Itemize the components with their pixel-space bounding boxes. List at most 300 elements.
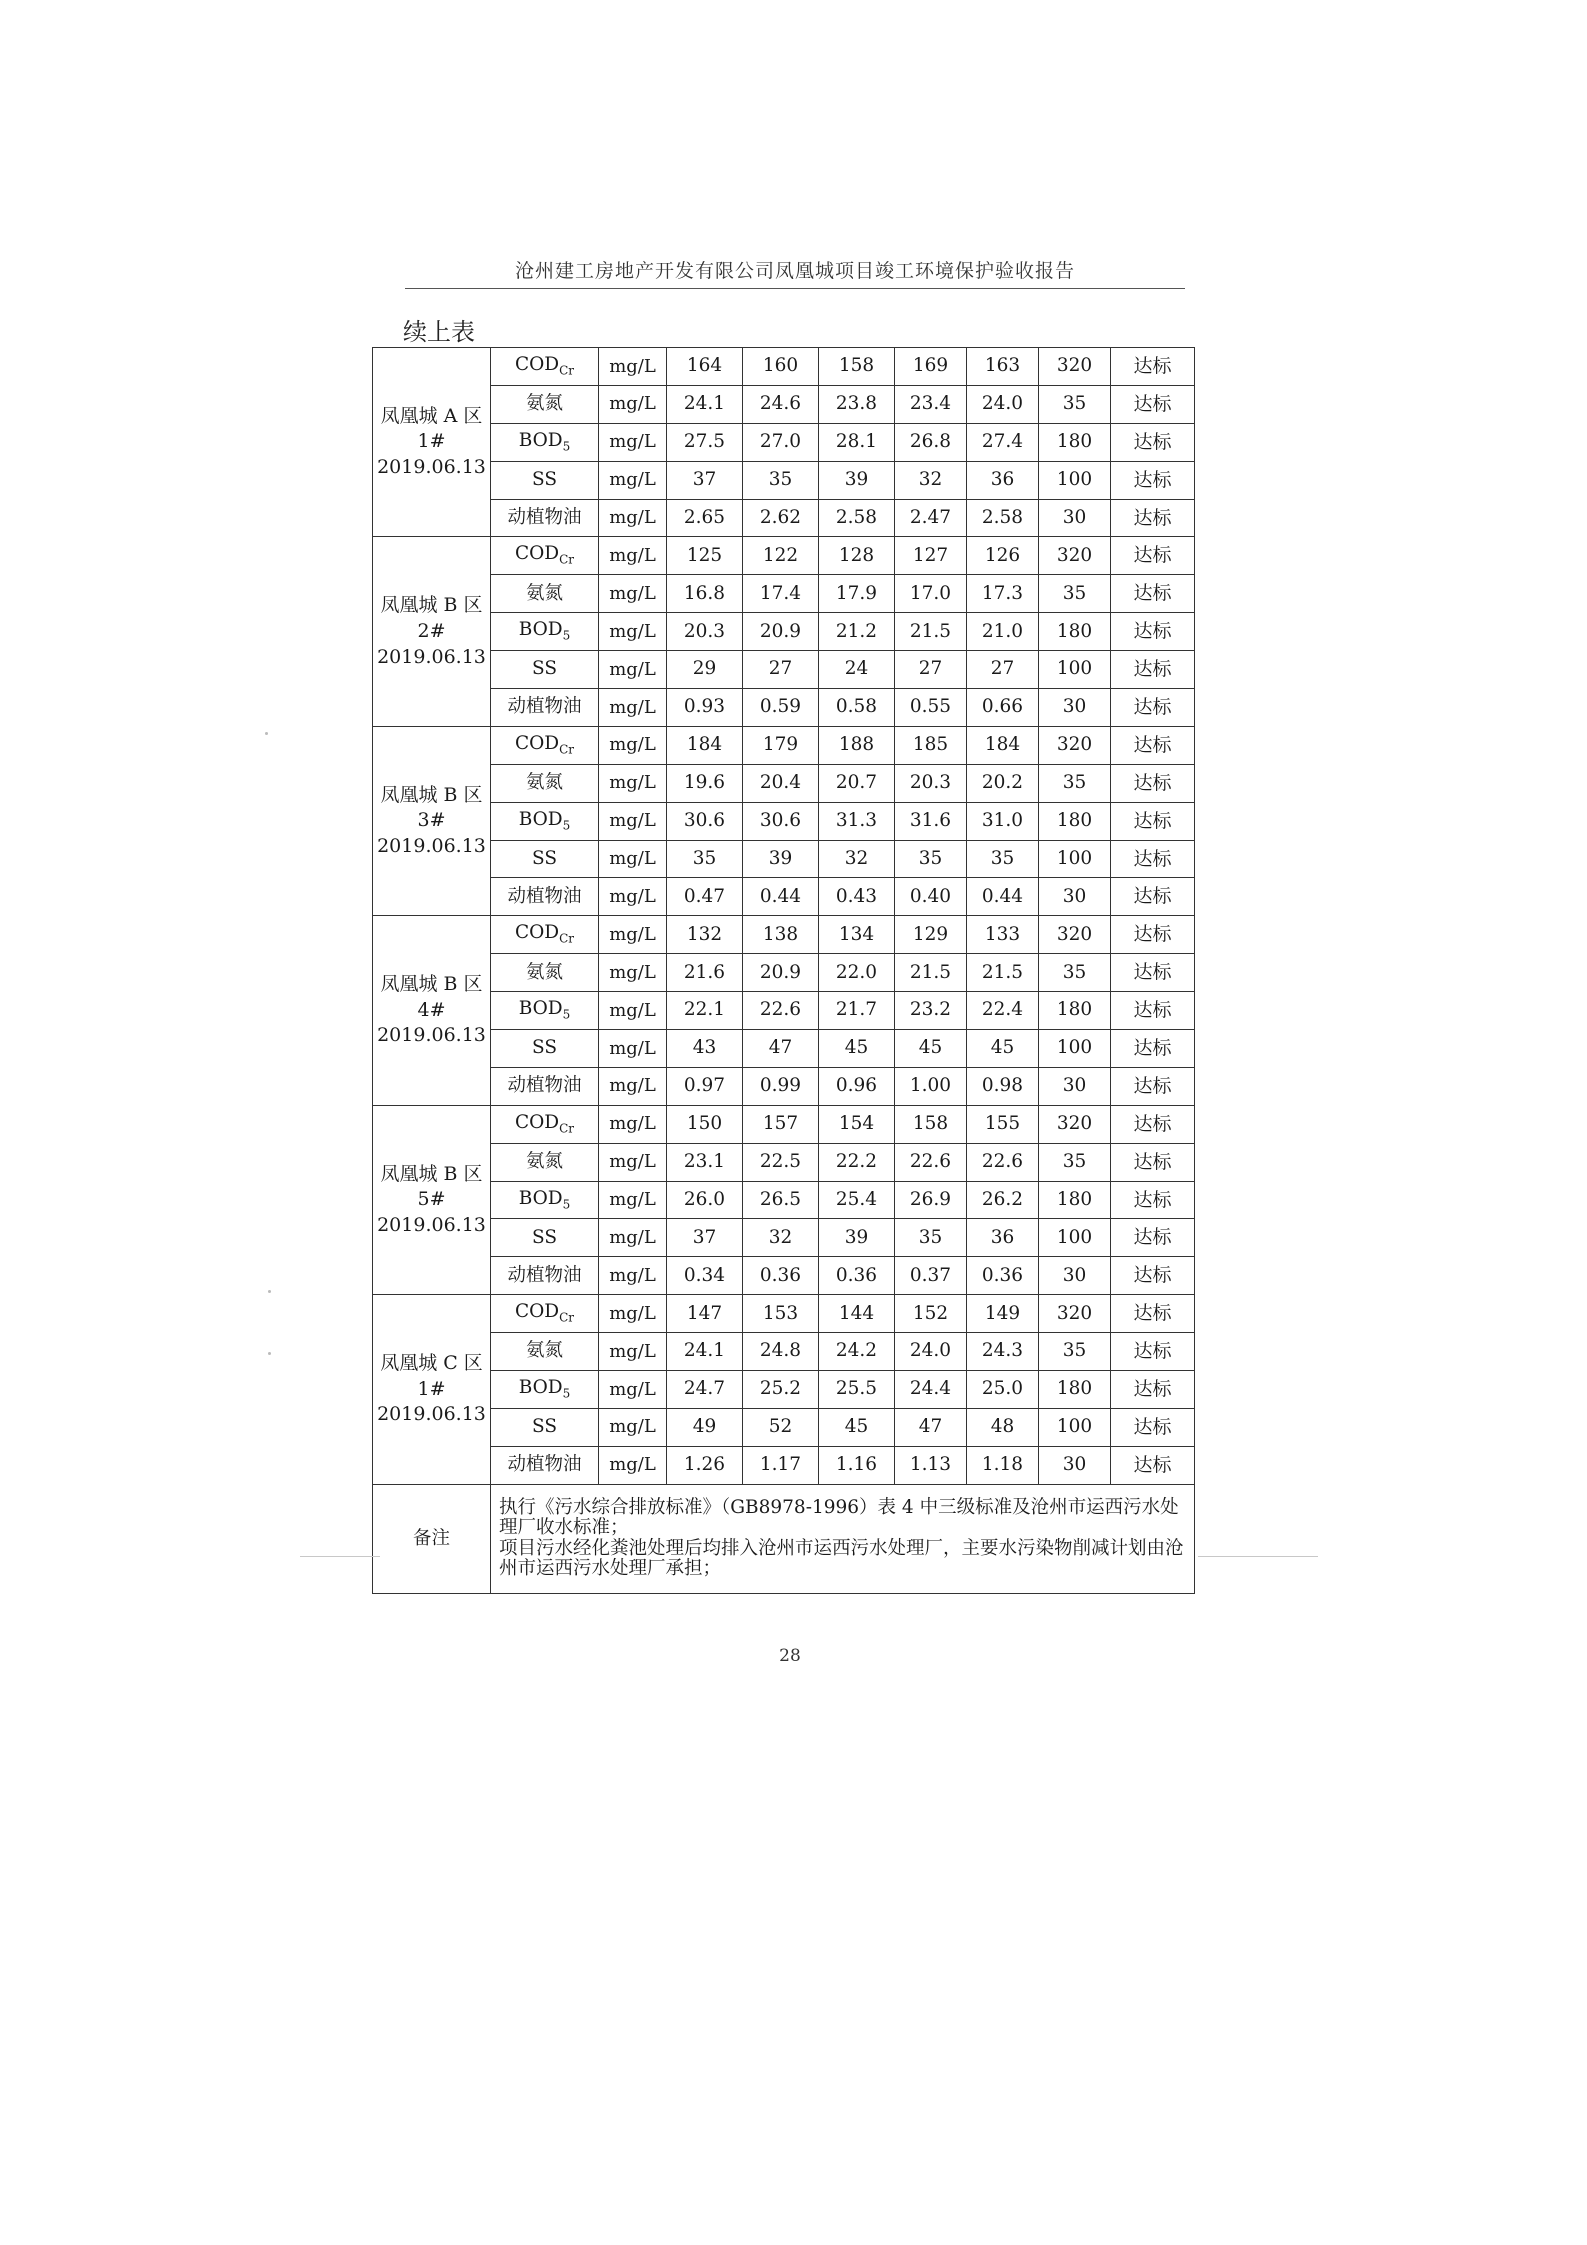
parameter-cell	[491, 1219, 599, 1257]
measurement-value-cell: 37	[667, 1219, 743, 1257]
measurement-value-cell: 2.62	[743, 499, 819, 537]
standard-limit-cell: 100	[1039, 1219, 1111, 1257]
parameter-cell	[491, 1067, 599, 1105]
measurement-value-cell: 35	[895, 840, 967, 878]
table-row	[373, 1408, 1195, 1446]
compliance-result-cell: 达标	[1111, 1257, 1195, 1295]
parameter-cell	[491, 1181, 599, 1219]
measurement-value-cell: 128	[819, 537, 895, 575]
measurement-value-cell: 32	[819, 840, 895, 878]
standard-limit-cell: 35	[1039, 764, 1111, 802]
measurement-value-cell: 0.58	[819, 689, 895, 727]
parameter-name: 氨氮	[525, 393, 563, 415]
unit-cell: mg/L	[599, 575, 667, 613]
measurement-value-cell: 17.9	[819, 575, 895, 613]
parameter-name: COD	[514, 1111, 560, 1133]
measurement-value-cell: 20.9	[743, 954, 819, 992]
parameter-name: COD	[514, 1301, 560, 1323]
table-row	[373, 575, 1195, 613]
table-row	[373, 1105, 1195, 1143]
parameter-cell	[491, 954, 599, 992]
table-row	[373, 1219, 1195, 1257]
measurement-value-cell: 144	[819, 1295, 895, 1333]
standard-limit-cell: 320	[1039, 348, 1111, 386]
parameter-cell	[491, 348, 599, 386]
parameter-name: SS	[531, 1037, 558, 1059]
parameter-cell	[491, 575, 599, 613]
measurement-value-cell: 21.2	[819, 613, 895, 651]
parameter-name: 动植物油	[507, 1075, 582, 1097]
table-row	[373, 916, 1195, 954]
parameter-subscript: Cr	[559, 1121, 575, 1136]
unit-cell: mg/L	[599, 840, 667, 878]
sampling-point-point: 5#	[417, 1188, 446, 1211]
standard-limit-cell: 320	[1039, 1295, 1111, 1333]
sampling-point-cell	[373, 348, 491, 537]
measurement-value-cell: 0.96	[819, 1067, 895, 1105]
measurement-value-cell: 20.7	[819, 764, 895, 802]
measurement-value-cell: 26.2	[967, 1181, 1039, 1219]
measurement-value-cell: 20.2	[967, 764, 1039, 802]
measurement-value-cell: 2.58	[967, 499, 1039, 537]
parameter-cell	[491, 802, 599, 840]
measurement-value-cell: 27.5	[667, 423, 743, 461]
measurement-value-cell: 0.44	[967, 878, 1039, 916]
standard-limit-cell: 35	[1039, 385, 1111, 423]
measurement-value-cell: 22.1	[667, 992, 743, 1030]
unit-cell: mg/L	[599, 499, 667, 537]
measurement-value-cell: 30.6	[743, 802, 819, 840]
page-number: 28	[779, 1646, 801, 1666]
compliance-result-cell: 达标	[1111, 1219, 1195, 1257]
measurement-value-cell: 19.6	[667, 764, 743, 802]
measurement-value-cell: 188	[819, 726, 895, 764]
standard-limit-cell: 320	[1039, 537, 1111, 575]
compliance-result-cell: 达标	[1111, 1030, 1195, 1068]
measurement-value-cell: 30.6	[667, 802, 743, 840]
parameter-cell	[491, 1295, 599, 1333]
measurement-value-cell: 32	[743, 1219, 819, 1257]
notes-text	[491, 1484, 1195, 1593]
compliance-result-cell: 达标	[1111, 916, 1195, 954]
sampling-point-date: 2019.06.13	[377, 1213, 486, 1236]
parameter-name: 动植物油	[507, 1454, 582, 1476]
parameter-cell	[491, 840, 599, 878]
measurement-value-cell: 25.0	[967, 1371, 1039, 1409]
measurement-value-cell: 24.8	[743, 1333, 819, 1371]
parameter-cell	[491, 423, 599, 461]
standard-limit-cell: 30	[1039, 878, 1111, 916]
table-row	[373, 423, 1195, 461]
measurement-value-cell: 29	[667, 651, 743, 689]
parameter-cell	[491, 651, 599, 689]
measurement-value-cell: 127	[895, 537, 967, 575]
parameter-subscript: 5	[562, 1007, 571, 1022]
notes-label: 备注	[373, 1484, 491, 1593]
report-header-title: 沧州建工房地产开发有限公司凤凰城项目竣工环境保护验收报告	[514, 260, 1075, 282]
unit-cell: mg/L	[599, 726, 667, 764]
standard-limit-cell: 320	[1039, 1105, 1111, 1143]
parameter-cell	[491, 1257, 599, 1295]
parameter-name: SS	[531, 658, 558, 680]
measurement-value-cell: 27	[967, 651, 1039, 689]
measurement-value-cell: 24.7	[667, 1371, 743, 1409]
table-row	[373, 954, 1195, 992]
standard-limit-cell: 35	[1039, 954, 1111, 992]
standard-limit-cell: 180	[1039, 1371, 1111, 1409]
notes-row	[373, 1484, 1195, 1593]
unit-cell: mg/L	[599, 1446, 667, 1484]
parameter-name: 氨氮	[525, 1340, 563, 1362]
parameter-subscript: 5	[562, 628, 571, 643]
parameter-name: 动植物油	[507, 1264, 582, 1286]
parameter-cell	[491, 878, 599, 916]
measurement-value-cell: 24	[819, 651, 895, 689]
sampling-point-point: 4#	[417, 998, 446, 1021]
parameter-cell	[491, 1105, 599, 1143]
unit-cell: mg/L	[599, 385, 667, 423]
parameter-cell	[491, 385, 599, 423]
table-row	[373, 613, 1195, 651]
measurement-value-cell: 23.4	[895, 385, 967, 423]
unit-cell: mg/L	[599, 878, 667, 916]
parameter-cell	[491, 1371, 599, 1409]
standard-limit-cell: 35	[1039, 1333, 1111, 1371]
parameter-name: BOD	[518, 998, 563, 1020]
measurement-value-cell: 0.43	[819, 878, 895, 916]
parameter-name: 动植物油	[507, 885, 582, 907]
measurement-value-cell: 35	[667, 840, 743, 878]
sampling-point-cell	[373, 916, 491, 1105]
measurement-value-cell: 22.4	[967, 992, 1039, 1030]
measurement-value-cell: 21.7	[819, 992, 895, 1030]
parameter-subscript: Cr	[559, 742, 575, 757]
standard-limit-cell: 100	[1039, 1030, 1111, 1068]
compliance-result-cell: 达标	[1111, 840, 1195, 878]
standard-limit-cell: 180	[1039, 423, 1111, 461]
continuation-label: 续上表	[403, 318, 475, 346]
parameter-name: 氨氮	[525, 1150, 563, 1172]
sampling-point-point: 1#	[417, 1377, 446, 1400]
measurement-value-cell: 47	[895, 1408, 967, 1446]
sampling-point-date: 2019.06.13	[377, 1024, 486, 1047]
sampling-point-cell	[373, 537, 491, 726]
compliance-result-cell: 达标	[1111, 1333, 1195, 1371]
standard-limit-cell: 180	[1039, 802, 1111, 840]
parameter-cell	[491, 1333, 599, 1371]
measurement-value-cell: 1.00	[895, 1067, 967, 1105]
compliance-result-cell: 达标	[1111, 878, 1195, 916]
measurement-value-cell: 0.36	[743, 1257, 819, 1295]
standard-limit-cell: 180	[1039, 992, 1111, 1030]
parameter-name: 氨氮	[525, 582, 563, 604]
unit-cell: mg/L	[599, 1257, 667, 1295]
measurement-value-cell: 28.1	[819, 423, 895, 461]
parameter-subscript: 5	[562, 818, 571, 833]
standard-limit-cell: 100	[1039, 840, 1111, 878]
measurement-value-cell: 2.58	[819, 499, 895, 537]
measurement-value-cell: 24.0	[895, 1333, 967, 1371]
measurement-value-cell: 39	[743, 840, 819, 878]
measurement-value-cell: 0.47	[667, 878, 743, 916]
sampling-point-cell	[373, 1105, 491, 1294]
compliance-result-cell: 达标	[1111, 1295, 1195, 1333]
standard-limit-cell: 30	[1039, 1446, 1111, 1484]
unit-cell: mg/L	[599, 1067, 667, 1105]
measurement-value-cell: 20.3	[895, 764, 967, 802]
measurement-value-cell: 20.9	[743, 613, 819, 651]
standard-limit-cell: 100	[1039, 1408, 1111, 1446]
unit-cell: mg/L	[599, 461, 667, 499]
measurement-value-cell: 26.8	[895, 423, 967, 461]
compliance-result-cell: 达标	[1111, 1143, 1195, 1181]
sampling-point-point: 3#	[417, 809, 446, 832]
measurement-value-cell: 21.6	[667, 954, 743, 992]
parameter-cell	[491, 461, 599, 499]
parameter-name: COD	[514, 732, 560, 754]
compliance-result-cell: 达标	[1111, 992, 1195, 1030]
measurement-value-cell: 36	[967, 1219, 1039, 1257]
measurement-value-cell: 125	[667, 537, 743, 575]
measurement-value-cell: 158	[895, 1105, 967, 1143]
unit-cell: mg/L	[599, 1408, 667, 1446]
measurement-value-cell: 0.36	[819, 1257, 895, 1295]
sampling-point-date: 2019.06.13	[377, 834, 486, 857]
parameter-cell	[491, 764, 599, 802]
measurement-value-cell: 0.36	[967, 1257, 1039, 1295]
measurement-value-cell: 35	[743, 461, 819, 499]
standard-limit-cell: 180	[1039, 1181, 1111, 1219]
scan-artifact-dot	[268, 1352, 271, 1355]
measurement-value-cell: 35	[967, 840, 1039, 878]
table-row	[373, 726, 1195, 764]
compliance-result-cell: 达标	[1111, 461, 1195, 499]
measurement-value-cell: 27.4	[967, 423, 1039, 461]
measurement-value-cell: 27.0	[743, 423, 819, 461]
parameter-name: SS	[531, 1416, 558, 1438]
sampling-point-date: 2019.06.13	[377, 645, 486, 668]
measurement-value-cell: 132	[667, 916, 743, 954]
scan-artifact-dot	[268, 1290, 271, 1293]
measurement-value-cell: 24.2	[819, 1333, 895, 1371]
parameter-cell	[491, 499, 599, 537]
unit-cell: mg/L	[599, 651, 667, 689]
compliance-result-cell: 达标	[1111, 1446, 1195, 1484]
measurement-value-cell: 184	[667, 726, 743, 764]
measurement-value-cell: 2.65	[667, 499, 743, 537]
measurement-value-cell: 21.5	[895, 954, 967, 992]
table-row	[373, 651, 1195, 689]
measurement-value-cell: 45	[819, 1408, 895, 1446]
compliance-result-cell: 达标	[1111, 1105, 1195, 1143]
measurement-value-cell: 45	[967, 1030, 1039, 1068]
measurement-value-cell: 155	[967, 1105, 1039, 1143]
sampling-point-date: 2019.06.13	[377, 456, 486, 479]
compliance-result-cell: 达标	[1111, 726, 1195, 764]
compliance-result-cell: 达标	[1111, 689, 1195, 727]
measurement-value-cell: 24.1	[667, 1333, 743, 1371]
standard-limit-cell: 30	[1039, 689, 1111, 727]
measurement-value-cell: 22.2	[819, 1143, 895, 1181]
measurement-value-cell: 26.0	[667, 1181, 743, 1219]
measurement-value-cell: 154	[819, 1105, 895, 1143]
table-row	[373, 840, 1195, 878]
table-row	[373, 461, 1195, 499]
unit-cell: mg/L	[599, 613, 667, 651]
sampling-point-area: 凤凰城 A 区	[380, 404, 483, 427]
measurement-value-cell: 25.5	[819, 1371, 895, 1409]
compliance-result-cell: 达标	[1111, 385, 1195, 423]
parameter-subscript: 5	[562, 1197, 571, 1212]
unit-cell: mg/L	[599, 423, 667, 461]
compliance-result-cell: 达标	[1111, 1067, 1195, 1105]
standard-limit-cell: 35	[1039, 1143, 1111, 1181]
measurement-value-cell: 22.6	[967, 1143, 1039, 1181]
unit-cell: mg/L	[599, 802, 667, 840]
parameter-name: BOD	[518, 1187, 563, 1209]
table-row	[373, 1371, 1195, 1409]
parameter-name: COD	[514, 543, 560, 565]
parameter-subscript: Cr	[559, 363, 575, 378]
compliance-result-cell: 达标	[1111, 575, 1195, 613]
parameter-name: 动植物油	[507, 506, 582, 528]
measurement-value-cell: 133	[967, 916, 1039, 954]
measurement-value-cell: 179	[743, 726, 819, 764]
measurement-value-cell: 32	[895, 461, 967, 499]
sampling-point-area: 凤凰城 B 区	[380, 973, 483, 996]
compliance-result-cell: 达标	[1111, 348, 1195, 386]
measurement-value-cell: 22.6	[895, 1143, 967, 1181]
table-row	[373, 1067, 1195, 1105]
measurement-value-cell: 23.2	[895, 992, 967, 1030]
measurement-value-cell: 39	[819, 461, 895, 499]
measurement-value-cell: 27	[895, 651, 967, 689]
measurement-value-cell: 24.1	[667, 385, 743, 423]
table-row	[373, 348, 1195, 386]
measurement-value-cell: 160	[743, 348, 819, 386]
measurement-value-cell: 17.4	[743, 575, 819, 613]
measurement-value-cell: 24.4	[895, 1371, 967, 1409]
compliance-result-cell: 达标	[1111, 1181, 1195, 1219]
measurement-value-cell: 158	[819, 348, 895, 386]
measurement-value-cell: 23.8	[819, 385, 895, 423]
measurement-value-cell: 0.44	[743, 878, 819, 916]
measurement-value-cell: 43	[667, 1030, 743, 1068]
measurement-value-cell: 27	[743, 651, 819, 689]
measurement-value-cell: 0.99	[743, 1067, 819, 1105]
compliance-result-cell: 达标	[1111, 423, 1195, 461]
measurement-value-cell: 2.47	[895, 499, 967, 537]
parameter-name: 氨氮	[525, 961, 563, 983]
measurement-value-cell: 45	[819, 1030, 895, 1068]
measurement-value-cell: 26.9	[895, 1181, 967, 1219]
table-row	[373, 1446, 1195, 1484]
measurement-value-cell: 147	[667, 1295, 743, 1333]
unit-cell: mg/L	[599, 1219, 667, 1257]
measurement-value-cell: 39	[819, 1219, 895, 1257]
standard-limit-cell: 30	[1039, 1257, 1111, 1295]
measurement-value-cell: 0.59	[743, 689, 819, 727]
measurement-value-cell: 184	[967, 726, 1039, 764]
measurement-value-cell: 157	[743, 1105, 819, 1143]
measurement-value-cell: 129	[895, 916, 967, 954]
monitoring-results-table	[372, 347, 1195, 1594]
scan-artifact-line	[300, 1556, 380, 1557]
unit-cell: mg/L	[599, 1371, 667, 1409]
standard-limit-cell: 320	[1039, 726, 1111, 764]
parameter-name: COD	[514, 922, 560, 944]
measurement-value-cell: 1.13	[895, 1446, 967, 1484]
measurement-value-cell: 22.6	[743, 992, 819, 1030]
measurement-value-cell: 21.5	[967, 954, 1039, 992]
measurement-value-cell: 21.5	[895, 613, 967, 651]
unit-cell: mg/L	[599, 954, 667, 992]
parameter-name: BOD	[518, 429, 563, 451]
measurement-value-cell: 1.17	[743, 1446, 819, 1484]
table-row	[373, 1257, 1195, 1295]
measurement-value-cell: 16.8	[667, 575, 743, 613]
compliance-result-cell: 达标	[1111, 613, 1195, 651]
table-row	[373, 1143, 1195, 1181]
table-row	[373, 1181, 1195, 1219]
table-row	[373, 499, 1195, 537]
measurement-value-cell: 20.3	[667, 613, 743, 651]
sampling-point-area: 凤凰城 B 区	[380, 1162, 483, 1185]
measurement-value-cell: 0.97	[667, 1067, 743, 1105]
compliance-result-cell: 达标	[1111, 802, 1195, 840]
scan-artifact-line	[1198, 1556, 1318, 1557]
compliance-result-cell: 达标	[1111, 1408, 1195, 1446]
sampling-point-area: 凤凰城 C 区	[380, 1352, 483, 1375]
measurement-value-cell: 150	[667, 1105, 743, 1143]
unit-cell: mg/L	[599, 537, 667, 575]
parameter-cell	[491, 613, 599, 651]
parameter-subscript: Cr	[559, 553, 575, 568]
compliance-result-cell: 达标	[1111, 651, 1195, 689]
measurement-value-cell: 1.18	[967, 1446, 1039, 1484]
compliance-result-cell: 达标	[1111, 954, 1195, 992]
measurement-value-cell: 1.26	[667, 1446, 743, 1484]
measurement-value-cell: 31.3	[819, 802, 895, 840]
parameter-subscript: 5	[562, 439, 571, 454]
measurement-value-cell: 0.98	[967, 1067, 1039, 1105]
measurement-value-cell: 35	[895, 1219, 967, 1257]
sampling-point-date: 2019.06.13	[377, 1403, 486, 1426]
parameter-subscript: Cr	[559, 1310, 575, 1325]
standard-limit-cell: 30	[1039, 1067, 1111, 1105]
measurement-value-cell: 0.66	[967, 689, 1039, 727]
measurement-value-cell: 126	[967, 537, 1039, 575]
unit-cell: mg/L	[599, 992, 667, 1030]
table-row	[373, 802, 1195, 840]
measurement-value-cell: 149	[967, 1295, 1039, 1333]
sampling-point-area: 凤凰城 B 区	[380, 594, 483, 617]
parameter-name: BOD	[518, 619, 563, 641]
measurement-value-cell: 152	[895, 1295, 967, 1333]
table-row	[373, 385, 1195, 423]
unit-cell: mg/L	[599, 1143, 667, 1181]
parameter-subscript: Cr	[559, 932, 575, 947]
measurement-value-cell: 21.0	[967, 613, 1039, 651]
parameter-name: SS	[531, 1226, 558, 1248]
measurement-value-cell: 164	[667, 348, 743, 386]
table-row	[373, 537, 1195, 575]
measurement-value-cell: 0.37	[895, 1257, 967, 1295]
measurement-value-cell: 25.4	[819, 1181, 895, 1219]
parameter-name: BOD	[518, 1377, 563, 1399]
measurement-value-cell: 52	[743, 1408, 819, 1446]
compliance-result-cell: 达标	[1111, 764, 1195, 802]
